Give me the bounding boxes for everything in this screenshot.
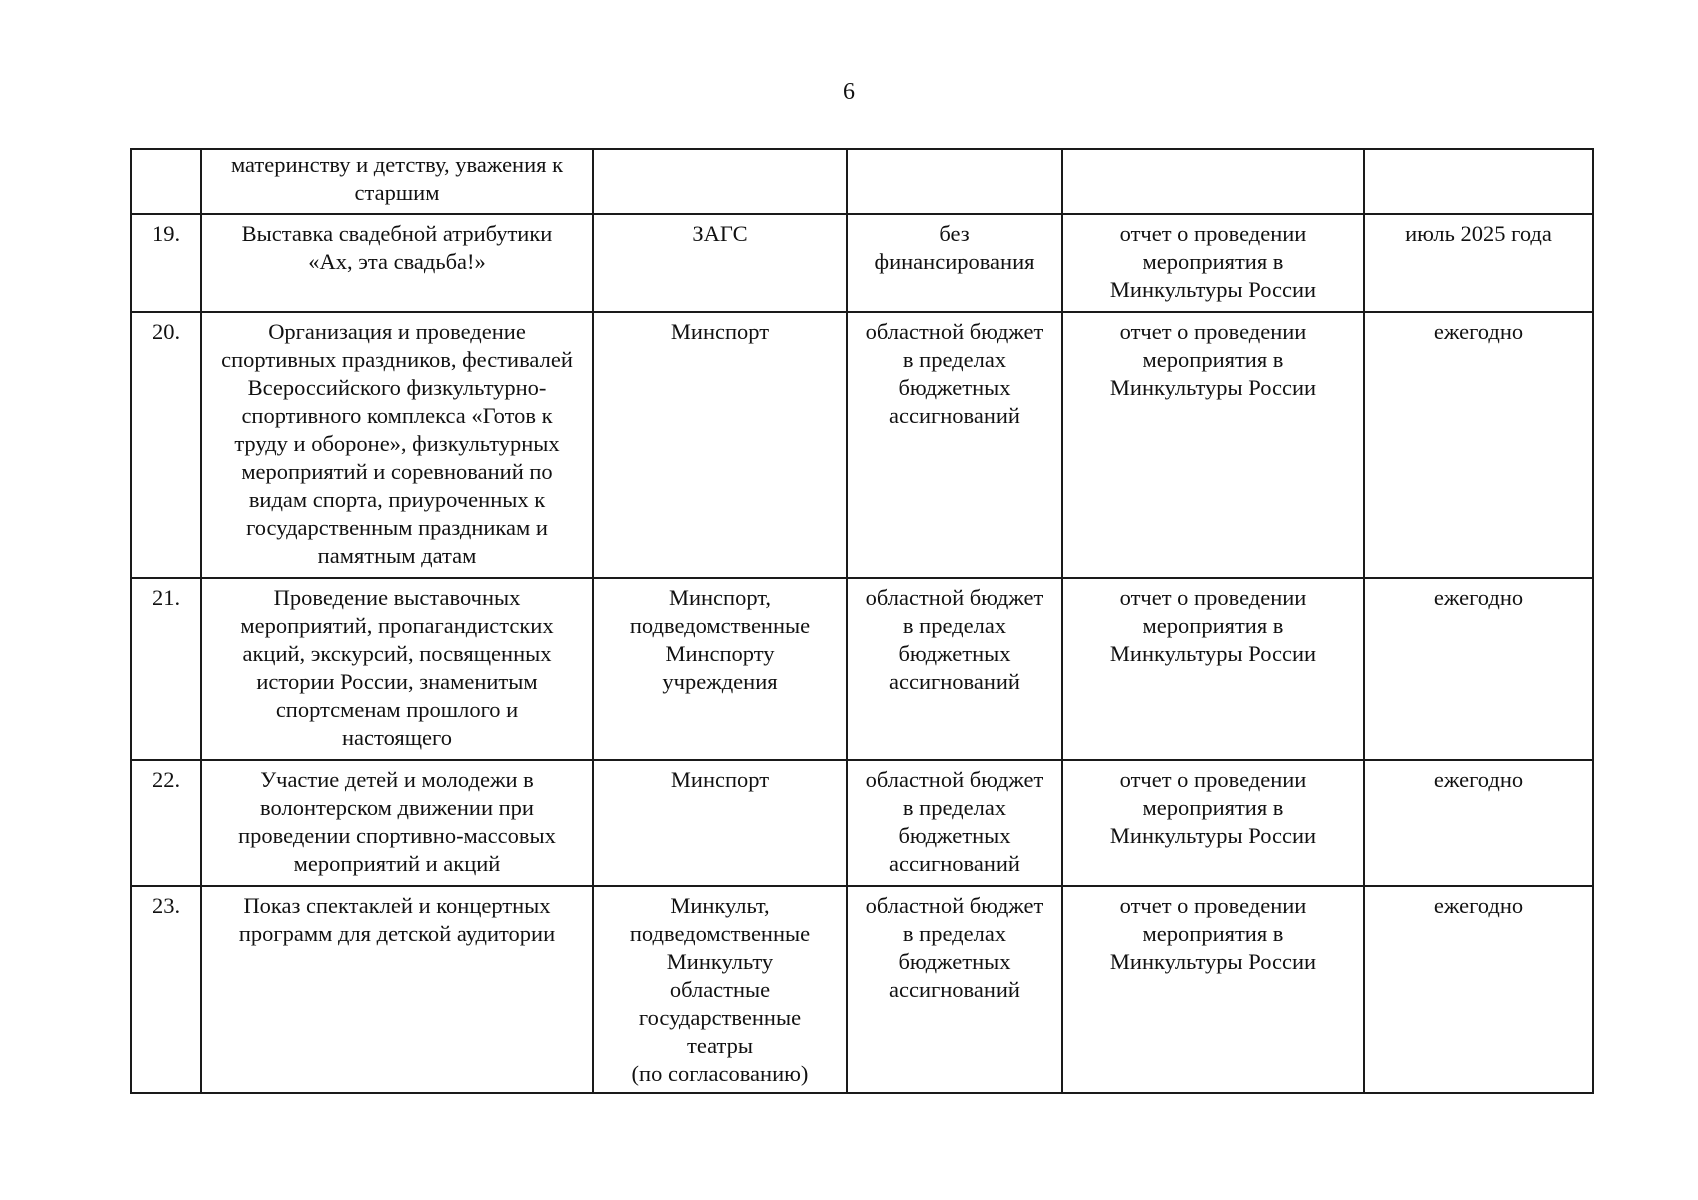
cell-result: отчет о проведении мероприятия в Минкультуры России bbox=[1062, 214, 1364, 312]
cell-term: ежегодно bbox=[1364, 886, 1593, 1093]
cell-number: 22. bbox=[131, 760, 201, 886]
cell-financing: областной бюджет в пределах бюджетных ассигнований bbox=[847, 886, 1062, 1093]
cell-result: отчет о проведении мероприятия в Минкультуры России bbox=[1062, 760, 1364, 886]
cell-result bbox=[1062, 149, 1364, 214]
events-table bbox=[130, 148, 1594, 1094]
table-row bbox=[131, 760, 1593, 886]
cell-number: 19. bbox=[131, 214, 201, 312]
cell-financing: областной бюджет в пределах бюджетных ассигнований bbox=[847, 312, 1062, 578]
cell-financing bbox=[847, 149, 1062, 214]
page-number: 6 bbox=[843, 79, 855, 105]
cell-event-name: Выставка свадебной атрибутики «Ах, эта свадьба!» bbox=[201, 214, 593, 312]
cell-executor: ЗАГС bbox=[593, 214, 847, 312]
table-row bbox=[131, 886, 1593, 1093]
cell-executor: Минспорт bbox=[593, 312, 847, 578]
cell-financing: областной бюджет в пределах бюджетных ассигнований bbox=[847, 578, 1062, 760]
table-row bbox=[131, 149, 1593, 214]
table-row bbox=[131, 312, 1593, 578]
cell-event-name: Проведение выставочных мероприятий, пропагандистских акций, экскурсий, посвященных истории России, знаменитым спортсменам прошлого и настоящего bbox=[201, 578, 593, 760]
cell-term: ежегодно bbox=[1364, 760, 1593, 886]
cell-result: отчет о проведении мероприятия в Минкультуры России bbox=[1062, 312, 1364, 578]
cell-number: 20. bbox=[131, 312, 201, 578]
cell-term: ежегодно bbox=[1364, 578, 1593, 760]
table-row bbox=[131, 578, 1593, 760]
cell-result: отчет о проведении мероприятия в Минкультуры России bbox=[1062, 886, 1364, 1093]
cell-event-name: Организация и проведение спортивных праздников, фестивалей Всероссийского физкультурно- спортивного комплекса «Готов к труду и обороне», физкультурных мероприятий и соревнований по видам спорта, приуроченных к государственным праздникам и памятным датам bbox=[201, 312, 593, 578]
cell-term bbox=[1364, 149, 1593, 214]
cell-event-name: Показ спектаклей и концертных программ для детской аудитории bbox=[201, 886, 593, 1093]
cell-term: ежегодно bbox=[1364, 312, 1593, 578]
cell-event-name: материнству и детству, уважения к старшим bbox=[201, 149, 593, 214]
cell-number bbox=[131, 149, 201, 214]
cell-number: 23. bbox=[131, 886, 201, 1093]
cell-executor: Минспорт, подведомственные Минспорту учреждения bbox=[593, 578, 847, 760]
cell-financing: областной бюджет в пределах бюджетных ассигнований bbox=[847, 760, 1062, 886]
cell-event-name: Участие детей и молодежи в волонтерском движении при проведении спортивно-массовых мероприятий и акций bbox=[201, 760, 593, 886]
cell-financing: без финансирования bbox=[847, 214, 1062, 312]
table-row bbox=[131, 214, 1593, 312]
cell-result: отчет о проведении мероприятия в Минкультуры России bbox=[1062, 578, 1364, 760]
cell-executor: Минкульт, подведомственные Минкульту областные государственные театры (по согласованию) bbox=[593, 886, 847, 1093]
cell-term: июль 2025 года bbox=[1364, 214, 1593, 312]
cell-executor: Минспорт bbox=[593, 760, 847, 886]
cell-number: 21. bbox=[131, 578, 201, 760]
cell-executor bbox=[593, 149, 847, 214]
